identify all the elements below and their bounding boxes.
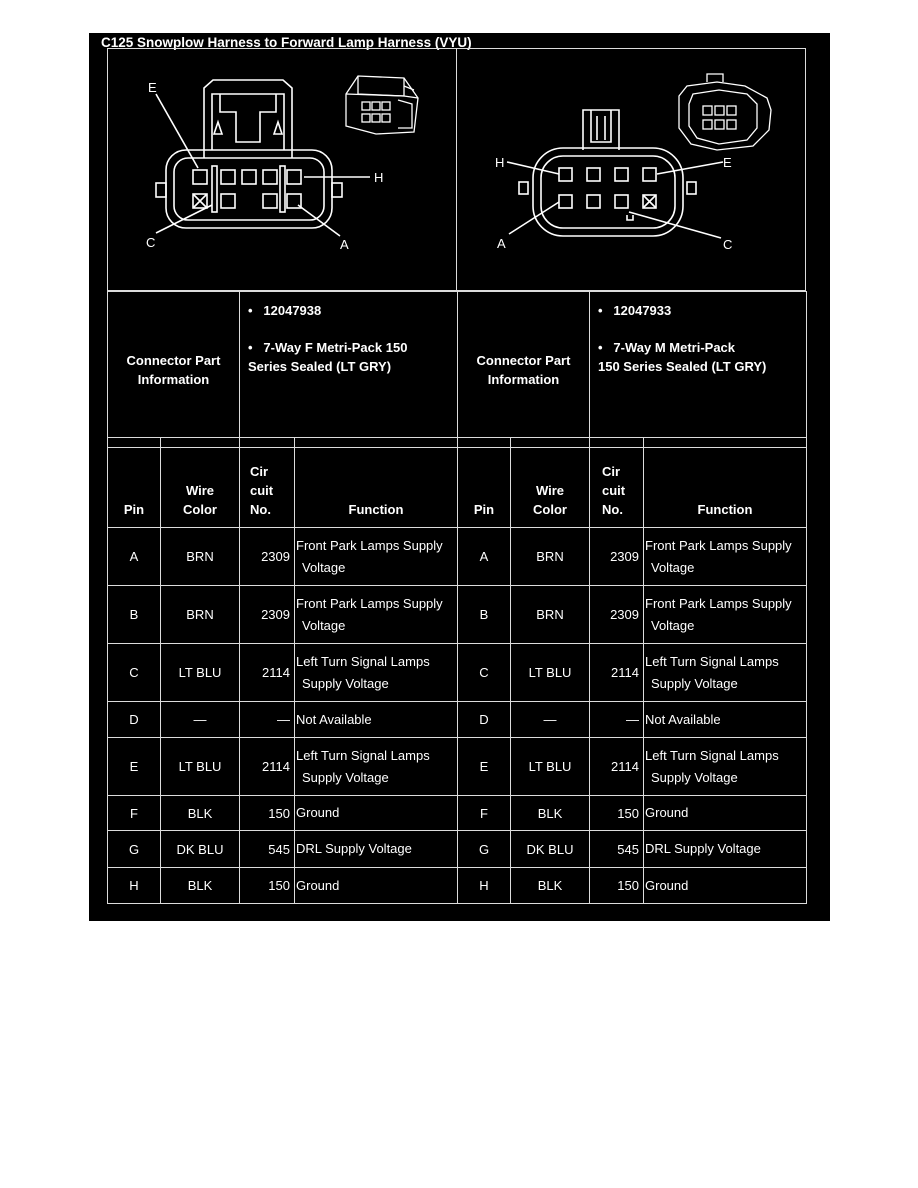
pin-cell: G [108, 831, 161, 868]
pin-label-h: H [374, 169, 384, 185]
pin-label-c: C [723, 236, 733, 252]
circuit-cell: 150 [240, 868, 295, 904]
female-connector-cell [108, 49, 457, 291]
function-cell [295, 738, 458, 796]
function-line: Not Available [296, 711, 372, 727]
function-line: Not Available [645, 711, 721, 727]
function-cell [295, 868, 458, 904]
wire-color-cell: BLK [161, 868, 240, 904]
function-line: Ground [296, 877, 340, 893]
pin-cell: D [108, 702, 161, 738]
function-cell [295, 586, 458, 644]
function-line: Supply Voltage [302, 769, 389, 785]
wire-color-cell: LT BLU [161, 644, 240, 702]
function-line: Supply Voltage [302, 675, 389, 691]
function-cell [644, 738, 807, 796]
table-row [108, 831, 807, 868]
function-cell [644, 868, 807, 904]
function-cell [644, 586, 807, 644]
connector-info-table [107, 291, 807, 448]
wire-color-cell: — [161, 702, 240, 738]
header-pin: Pin [458, 438, 511, 528]
function-line: Voltage [302, 559, 346, 575]
function-cell [295, 644, 458, 702]
wire-color-cell: LT BLU [161, 738, 240, 796]
circuit-cell: 2309 [590, 528, 644, 586]
circuit-cell: 150 [590, 796, 644, 831]
function-line: Supply Voltage [651, 675, 738, 691]
circuit-cell: — [240, 702, 295, 738]
connector-info-left: • 12047938 • 7-Way F Metri-Pack 150 Series Sealed (LT GRY) [240, 292, 458, 448]
function-line: Supply Voltage [651, 769, 738, 785]
pin-cell: A [458, 528, 511, 586]
header-pin: Pin [108, 438, 161, 528]
pin-cell: F [108, 796, 161, 831]
male-connector-cell [457, 49, 806, 291]
function-line: DRL Supply Voltage [296, 841, 412, 856]
connector-info-label-left: Connector Part Information [108, 292, 240, 448]
wire-color-cell: BLK [161, 796, 240, 831]
male-connector-diagram [457, 50, 805, 290]
pin-label-h: H [495, 154, 505, 170]
part-number: 12047933 [613, 303, 672, 318]
pin-label-c: C [146, 234, 156, 250]
pin-cell: B [108, 586, 161, 644]
pin-label-e: E [148, 79, 157, 95]
table-row [108, 528, 807, 586]
function-line: Ground [645, 805, 689, 820]
pin-cell: C [458, 644, 511, 702]
header-wire-color: Wire Color [511, 438, 590, 528]
circuit-cell: 2114 [590, 738, 644, 796]
pin-label-a: A [497, 235, 506, 251]
circuit-cell: 150 [240, 796, 295, 831]
function-line: Voltage [651, 617, 695, 633]
circuit-cell: 150 [590, 868, 644, 904]
wire-color-cell: BRN [161, 586, 240, 644]
table-row [108, 796, 807, 831]
wire-color-cell: LT BLU [511, 644, 590, 702]
wire-color-cell: — [511, 702, 590, 738]
function-cell [295, 702, 458, 738]
function-line: Ground [645, 877, 689, 893]
connector-info-label-right: Connector Part Information [458, 292, 590, 448]
pin-table [107, 437, 807, 904]
pin-label-a: A [340, 236, 349, 252]
function-line: Left Turn Signal Lamps [645, 653, 779, 669]
connector-panel [89, 33, 830, 921]
pin-cell: G [458, 831, 511, 868]
connector-info-right: • 12047933 • 7-Way M Metri-Pack 150 Series Sealed (LT GRY) [590, 292, 807, 448]
header-function: Function [644, 438, 807, 528]
pin-cell: H [458, 868, 511, 904]
header-function: Function [295, 438, 458, 528]
function-line: Front Park Lamps Supply [296, 595, 443, 611]
page-title: C125 Snowplow Harness to Forward Lamp Harness (VYU) [101, 35, 472, 50]
pin-cell: E [458, 738, 511, 796]
circuit-cell: — [590, 702, 644, 738]
function-line: Left Turn Signal Lamps [296, 653, 430, 669]
table-row [108, 868, 807, 904]
function-cell [644, 702, 807, 738]
function-cell [644, 644, 807, 702]
pin-cell: F [458, 796, 511, 831]
pin-cell: E [108, 738, 161, 796]
function-line: Voltage [302, 617, 346, 633]
function-cell [295, 796, 458, 831]
wire-color-cell: LT BLU [511, 738, 590, 796]
function-line: Left Turn Signal Lamps [296, 747, 430, 763]
wire-color-cell: BLK [511, 868, 590, 904]
table-row [108, 644, 807, 702]
female-connector-diagram [108, 50, 456, 290]
header-circuit: Cir cuit No. [590, 438, 644, 528]
pin-cell: C [108, 644, 161, 702]
header-wire-color: Wire Color [161, 438, 240, 528]
wire-color-cell: DK BLU [161, 831, 240, 868]
circuit-cell: 2309 [240, 586, 295, 644]
wire-color-cell: BRN [511, 586, 590, 644]
function-line: DRL Supply Voltage [645, 841, 761, 856]
function-cell [644, 528, 807, 586]
pin-table-body [108, 528, 807, 904]
circuit-cell: 2114 [240, 738, 295, 796]
header-circuit: Cir cuit No. [240, 438, 295, 528]
circuit-cell: 2114 [240, 644, 295, 702]
circuit-cell: 2114 [590, 644, 644, 702]
wire-color-cell: BLK [511, 796, 590, 831]
function-cell [644, 796, 807, 831]
wire-color-cell: DK BLU [511, 831, 590, 868]
wire-color-cell: BRN [511, 528, 590, 586]
connector-description: 7-Way M Metri-Pack [613, 340, 736, 355]
function-line: Left Turn Signal Lamps [645, 747, 779, 763]
pin-label-e: E [723, 154, 732, 170]
wire-color-cell: BRN [161, 528, 240, 586]
table-row [108, 586, 807, 644]
pin-cell: B [458, 586, 511, 644]
function-line: Ground [296, 805, 340, 820]
function-line: Front Park Lamps Supply [296, 537, 443, 553]
circuit-cell: 2309 [240, 528, 295, 586]
connector-diagrams [107, 48, 806, 291]
function-line: Voltage [651, 559, 695, 575]
pin-cell: H [108, 868, 161, 904]
circuit-cell: 545 [590, 831, 644, 868]
function-cell [644, 831, 807, 868]
function-line: Front Park Lamps Supply [645, 595, 792, 611]
connector-description: 7-Way F Metri-Pack 150 [263, 340, 408, 355]
circuit-cell: 545 [240, 831, 295, 868]
function-line: Front Park Lamps Supply [645, 537, 792, 553]
function-cell [295, 528, 458, 586]
pin-cell: A [108, 528, 161, 586]
circuit-cell: 2309 [590, 586, 644, 644]
pin-cell: D [458, 702, 511, 738]
table-row [108, 738, 807, 796]
part-number: 12047938 [263, 303, 322, 318]
function-cell [295, 831, 458, 868]
table-row [108, 702, 807, 738]
